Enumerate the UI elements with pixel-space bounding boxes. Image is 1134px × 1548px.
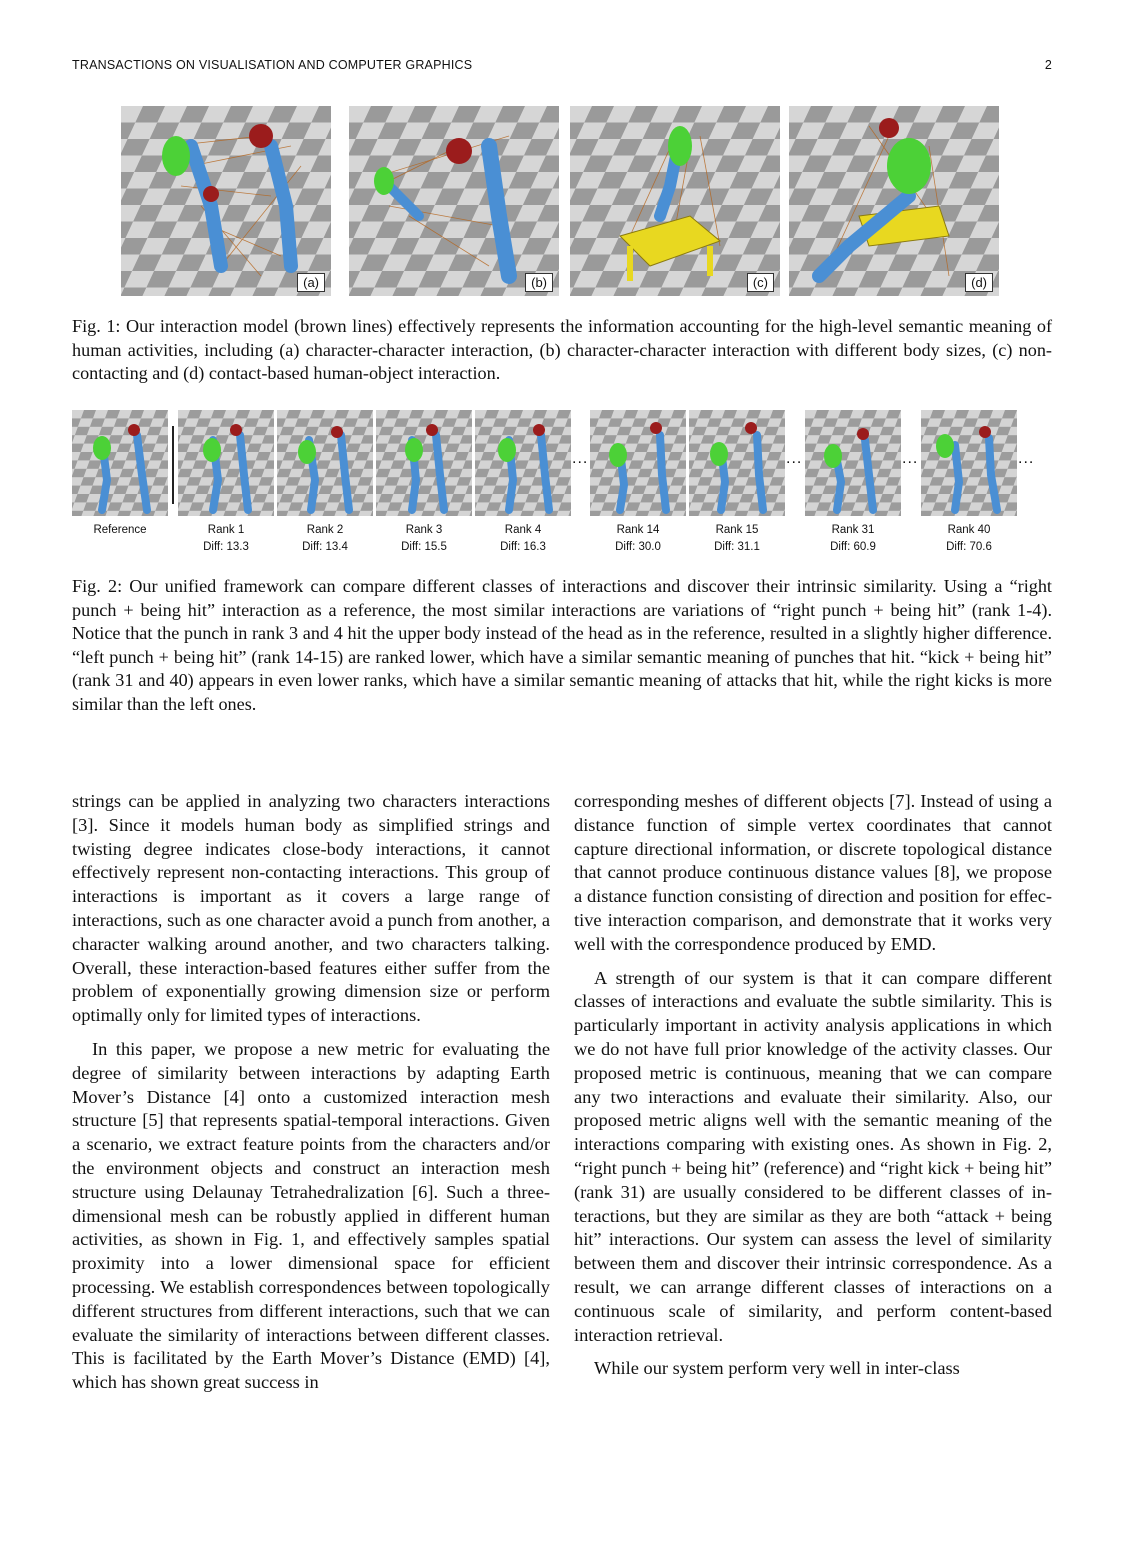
figure-2-rank-thumb — [277, 410, 373, 516]
figure-2-rank-label — [369, 522, 479, 556]
reference-separator — [172, 426, 174, 504]
figure-2-rank-thumb — [590, 410, 686, 516]
figure-2-rank-label — [583, 522, 693, 556]
figure-2-ellipsis: ... — [1018, 450, 1035, 467]
rank-diff: Diff: 16.3 — [500, 541, 546, 553]
figure-1-panel-a-image — [121, 106, 331, 296]
body-paragraph: strings can be applied in analyzing two characters interactions [3]. Since it models human body as simplified strings and twisting degree indicates close-body interactions, it cannot effectively represent non-contacting interactions. This group of interactions is important as it covers a large range of interactions, such as one character avoid a punch from another, a character walking around another, and two characters talking. Overall, these interaction-based features either suffer from the problem of exponentially growing dimension size or perform optimally only for limited types of interactions. — [72, 791, 550, 1026]
figure-2-rank-thumb — [376, 410, 472, 516]
figure-2-rank-thumb — [689, 410, 785, 516]
figure-2-ellipsis: ... — [786, 450, 803, 467]
left-column — [72, 790, 550, 1395]
figure-2-reference-label: Reference — [93, 524, 147, 536]
figure-2-ellipsis: ... — [572, 450, 589, 467]
figure-2-rank-thumb — [475, 410, 571, 516]
rank-diff: Diff: 70.6 — [946, 541, 992, 553]
figure-1-panel-b — [349, 106, 559, 296]
figure-1-caption: Fig. 1: Our interaction model (brown lines) effectively represents the information accounting for the high-level semantic meaning of human activities, including (a) character-character interaction, (b) character-character interaction with different body sizes, (c) non-contacting and (d) contact-based human-object interaction. — [72, 316, 1052, 383]
rank-diff: Diff: 13.3 — [203, 541, 249, 553]
figure-1-panel-a — [121, 106, 331, 296]
rank-name: Rank 14 — [616, 524, 660, 536]
figure-1-panel-b-image — [349, 106, 559, 296]
rank-name: Rank 31 — [831, 524, 875, 536]
rank-name: Rank 15 — [715, 524, 759, 536]
body-paragraph: While our system perform very well in inter-class — [594, 1358, 960, 1379]
figure-2-reference-thumb — [72, 410, 168, 516]
rank-diff: Diff: 15.5 — [401, 541, 447, 553]
figure-1-panel-c-image — [570, 106, 780, 296]
figure-2-rank-label — [682, 522, 792, 556]
rank-name: Rank 4 — [504, 524, 542, 536]
figure-1-panel-d-image — [789, 106, 999, 296]
body-paragraph: corresponding meshes of different objects [7]. Instead of using a distance function of simple vertex coordinates that cannot capture directional information, or discrete topological distance that cannot produce continuous distance values [8], we propose a distance function consisting of direction and position for effective interaction comparison, and demonstrate that it works very well with the correspondence produced by EMD. — [574, 791, 1052, 954]
figure-1-panel-label: (d) — [965, 273, 993, 292]
rank-diff: Diff: 13.4 — [302, 541, 348, 553]
figure-2-ellipsis: ... — [902, 450, 919, 467]
rank-diff: Diff: 31.1 — [714, 541, 760, 553]
rank-name: Rank 2 — [306, 524, 344, 536]
page-number: 2 — [1044, 58, 1052, 72]
figure-2-rank-thumb — [921, 410, 1017, 516]
figure-2-rank-thumb — [805, 410, 901, 516]
figure-2-rank-label — [914, 522, 1024, 556]
figure-1-panel-c — [570, 106, 780, 296]
rank-diff: Diff: 60.9 — [830, 541, 876, 553]
figure-2-caption: Fig. 2: Our unified framework can compare different classes of interactions and discover their intrinsic similarity. Using a “right punch + being hit” interaction as a reference, the most similar interactions are variations of “right punch + being hit” (rank 1-4). Notice that the punch in rank 3 and 4 hit the upper body instead of the head as in the reference, resulted in a slightly higher difference. “left punch + being hit” (rank 14-15) are ranked lower, which have a similar semantic meaning of punches that hit. “kick + being hit” (rank 31 and 40) appears in even lower ranks, which have a similar semantic meaning of attacks that hit, while the right kicks is more similar than the left ones. — [72, 576, 1052, 714]
figure-2-rank-label — [798, 522, 908, 556]
figure-1-panel-label: (a) — [297, 273, 325, 292]
figure-2-rank-label — [468, 522, 578, 556]
figure-2-rank-thumb — [178, 410, 274, 516]
figure-1-panel-d — [789, 106, 999, 296]
figure-2-rank-label — [171, 522, 281, 556]
rank-name: Rank 40 — [947, 524, 991, 536]
body-paragraph: A strength of our system is that it can compare different classes of interactions and evaluate the subtle similarity. This is particularly important in activity analysis applications in which we do not have full prior knowledge of the activity classes. Our proposed metric is continuous, meaning that we can compare any two interactions and evaluate their similarity. Also, our proposed metric aligns well with the semantic meaning of the interactions comparing with existing ones. As shown in Fig. 2, “right punch + being hit” (reference) and “right kick + being hit” (rank 31) are usually considered to be different classes of interactions, but they are similar as they are both “attack + being hit” interactions. Our system can assess the level of similarity between them and discover their intrinsic correspondence. As a result, we can arrange different classes of interactions on a continuous scale of similarity, and perform content-based interaction retrieval. — [574, 967, 1052, 1345]
journal-header: TRANSACTIONS ON VISUALISATION AND COMPUTER GRAPHICS — [72, 58, 473, 72]
rank-name: Rank 3 — [405, 524, 443, 536]
figure-2-rank-label — [270, 522, 380, 556]
figure-1-panel-label: (b) — [525, 273, 553, 292]
figure-1 — [121, 106, 1013, 296]
rank-diff: Diff: 30.0 — [615, 541, 661, 553]
right-column — [574, 790, 1052, 1381]
figure-1-panel-label: (c) — [747, 273, 774, 292]
rank-name: Rank 1 — [207, 524, 245, 536]
figure-2 — [70, 410, 1050, 560]
body-paragraph: In this paper, we propose a new metric for evaluating the degree of similarity between interactions by adapting Earth Mover’s Distance [4] onto a customized interaction mesh structure [5] that represents spatial-temporal interactions. Given a scenario, we extract feature points from the characters and/or the environment objects and construct an interaction mesh structure using Delaunay Tetrahedralization [6]. Such a three-dimensional mesh can be robustly applied in different human activities, as shown in Fig. 1, and effectively samples spatial proximity into a lower dimensional space for efficient processing. We establish correspondences between topologically different structures from different interactions, such that we can evaluate the similarity of interactions between different classes. This is facilitated by the Earth Mover’s Distance (EMD) [4], which has shown great success in — [72, 1038, 550, 1393]
